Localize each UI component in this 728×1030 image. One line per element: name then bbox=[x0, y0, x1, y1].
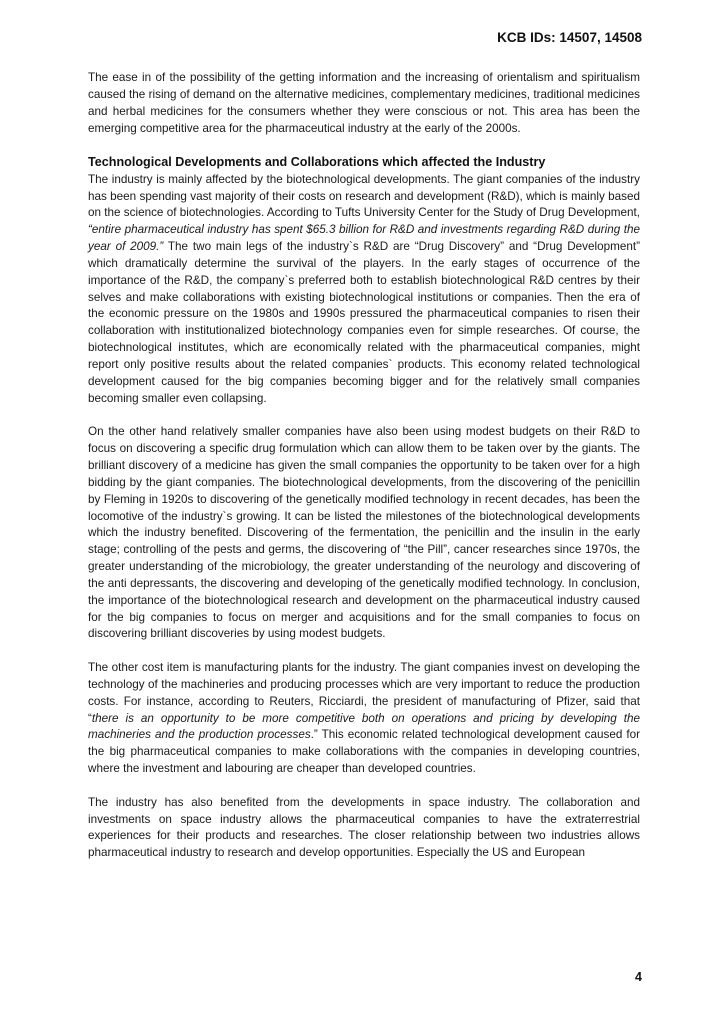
document-body bbox=[88, 70, 640, 879]
paragraph-small-companies: On the other hand relatively smaller companies have also been using modest budgets on their R&D to focus on discovering a specific drug formulation which can allow them to be taken over by the giants. The brilliant discovery of a medicine has given the small companies the opportunity to be taken over for a high bidding by the giant companies. The biotechnological developments, from the discovering of the penicillin by Fleming in 1920s to discovering of the genetically modified technology in recent decades, has been the locomotive of the industry`s growing. It can be listed the milestones of the biotechnological developments which the industry benefited. Discovering of the fermentation, the penicillin and the insulin in the early stage; controlling of the pests and germs, the discovering of “the Pill”, cancer researches since 1970s, the greater understanding of the microbiology, the greater understanding of the neurology and discovering of the anti depressants, the discovering and developing of the genetically modified technology. In conclusion, the importance of the biotechnological research and development on the pharmaceutical industry caused for the big companies to focus on merger and acquisitions and for the small companies to focus on discovering brilliant discoveries by using modest budgets. bbox=[88, 425, 640, 641]
page-number: 4 bbox=[635, 970, 642, 984]
quote-tufts: “entire pharmaceutical industry has spent $65.3 billion for R&D and investments regarding R&D during the year of 2009.” bbox=[88, 223, 640, 254]
paragraph-alternative-medicines: The ease in of the possibility of the getting information and the increasing of orientalism and spiritualism caused the rising of demand on the alternative medicines, complementary medicines, traditional medicines and herbal medicines for the consumers whether they were conscious or not. This area has been the emerging competitive area for the pharmaceutical industry at the early of the 2000s. bbox=[88, 71, 640, 135]
paragraph-space-industry: The industry has also benefited from the developments in space industry. The collaboration and investments on space industry allows the pharmaceutical companies to have the extraterrestrial experiences for their products and researches. The closer relationship between two industries allows pharmaceutical industry to research and develop opportunities. Especially the US and European bbox=[88, 795, 640, 860]
paragraph-manufacturing-plants bbox=[88, 660, 640, 778]
text-span: The industry is mainly affected by the biotechnological developments. The giant companies of the industry has been spending vast majority of their costs on research and development (R&D), which is mainly based on the science of biotechnologies. According to Tufts University Center for the Study of Drug Development, bbox=[88, 172, 640, 220]
section-heading: Technological Developments and Collaborations which affected the Industry bbox=[88, 155, 546, 170]
text-span: .” This economic related technological development caused for the big pharmaceutical companies to make collaborations with the companies in developing countries, where the investment and labouring are cheaper than developed countries. bbox=[88, 728, 641, 776]
text-span: The two main legs of the industry`s R&D are “Drug Discovery” and “Drug Development” which dramatically determine the survival of the players. In the early stages of occurrence of the importance of the R&D, the company`s preferred both to establish biotechnological R&D centres by their selves and make collaborations with existing biotechnological institutions or companies. Then the era of the economic pressure on the 1980s and 1990s pressured the pharmaceutical companies to risen their collaboration with institutionalized biotechnology companies even for simple researches. Of course, the biotechnological institutes, which are economically related with the pharmaceutical companies, might report only positive results about the related companies` products. This economy related technological development caused for the big companies becoming bigger and for the relatively small companies becoming smaller even collapsing. bbox=[88, 240, 640, 405]
kcb-ids-header: KCB IDs: 14507, 14508 bbox=[497, 30, 642, 45]
paragraph-biotechnology-rd bbox=[88, 172, 640, 408]
text-span: The other cost item is manufacturing plants for the industry. The giant companies invest on developing the technology of the machineries and producing processes which are very important to reduce the production costs. For instance, according to Reuters, Ricciardi, the president of manufacturing of Pfizer, said that “ bbox=[88, 661, 640, 725]
quote-pfizer: there is an opportunity to be more competitive both on operations and pricing by developing the machineries and the production processes bbox=[88, 711, 640, 742]
